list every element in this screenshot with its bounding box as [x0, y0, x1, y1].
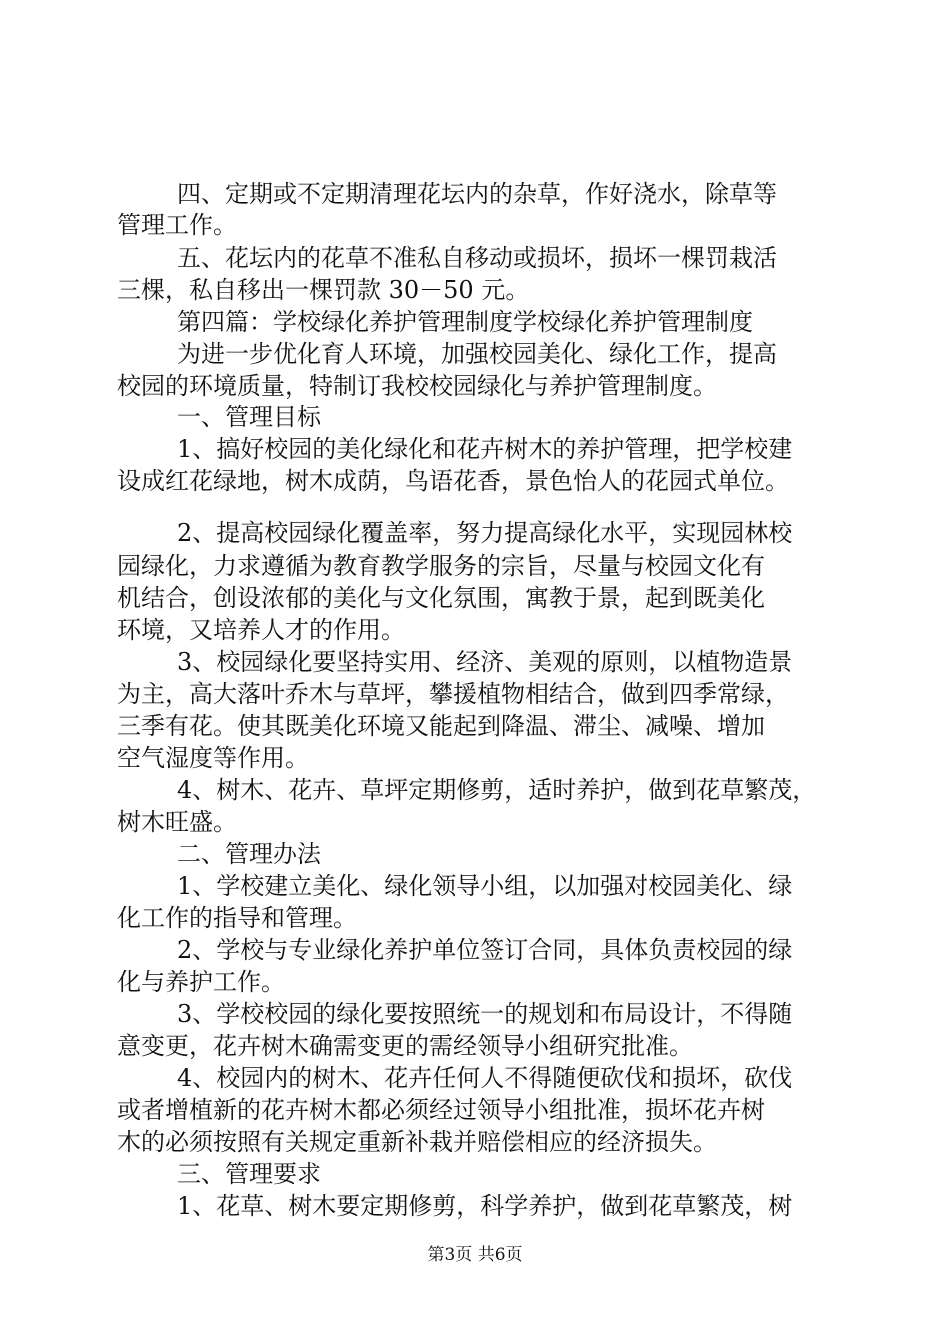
text-line: 4、校园内的树木、花卉任何人不得随便砍伐和损坏，砍伐 [177, 1064, 793, 1092]
text-line: 四、定期或不定期清理花坛内的杂草，作好浇水，除草等 [177, 180, 777, 208]
text-line: 1、搞好校园的美化绿化和花卉树木的养护管理，把学校建 [177, 435, 793, 463]
text-line: 或者增植新的花卉树木都必须经过领导小组批准，损坏花卉树 [117, 1096, 765, 1124]
text-line: 3、校园绿化要坚持实用、经济、美观的原则，以植物造景 [177, 648, 793, 676]
text-line: 校园的环境质量，特制订我校校园绿化与养护管理制度。 [117, 372, 717, 400]
text-line: 3、学校校园的绿化要按照统一的规划和布局设计，不得随 [177, 1000, 793, 1028]
text-line: 树木旺盛。 [117, 808, 237, 836]
text-line: 五、花坛内的花草不准私自移动或损坏，损坏一棵罚栽活 [177, 244, 777, 272]
subheading: 一、管理目标 [177, 403, 321, 431]
text-line: 为主，高大落叶乔木与草坪，攀援植物相结合，做到四季常绿， [117, 680, 789, 708]
text-line: 机结合，创设浓郁的美化与文化氛围，寓教于景，起到既美化 [117, 584, 765, 612]
text-line: 意变更，花卉树木确需变更的需经领导小组研究批准。 [117, 1032, 693, 1060]
text-line: 环境，又培养人才的作用。 [117, 616, 405, 644]
text-line: 设成红花绿地，树木成荫，鸟语花香，景色怡人的花园式单位。 [117, 467, 789, 495]
text-line: 化工作的指导和管理。 [117, 904, 357, 932]
text-line: 2、提高校园绿化覆盖率，努力提高绿化水平，实现园林校 [177, 519, 793, 547]
text-line: 4、树木、花卉、草坪定期修剪，适时养护，做到花草繁茂， [177, 776, 817, 804]
text-line: 2、学校与专业绿化养护单位签订合同，具体负责校园的绿 [177, 936, 793, 964]
text-line: 木的必须按照有关规定重新补栽并赔偿相应的经济损失。 [117, 1128, 717, 1156]
text-line: 三棵，私自移出一棵罚款 30－50 元。 [117, 276, 530, 304]
text-line: 空气湿度等作用。 [117, 744, 309, 772]
text-line: 为进一步优化育人环境，加强校园美化、绿化工作，提高 [177, 340, 777, 368]
subheading: 三、管理要求 [177, 1160, 321, 1188]
text-line: 化与养护工作。 [117, 968, 285, 996]
text-line: 1、花草、树木要定期修剪，科学养护，做到花草繁茂，树 [177, 1192, 793, 1220]
text-line: 管理工作。 [117, 211, 237, 239]
page-footer: 第3页 共6页 [427, 1245, 523, 1265]
subheading: 二、管理办法 [177, 840, 321, 868]
text-line: 三季有花。使其既美化环境又能起到降温、滞尘、减噪、增加 [117, 712, 765, 740]
text-line: 园绿化，力求遵循为教育教学服务的宗旨，尽量与校园文化有 [117, 552, 765, 580]
section-heading: 第四篇：学校绿化养护管理制度学校绿化养护管理制度 [177, 308, 753, 336]
text-line: 1、学校建立美化、绿化领导小组，以加强对校园美化、绿 [177, 872, 793, 900]
